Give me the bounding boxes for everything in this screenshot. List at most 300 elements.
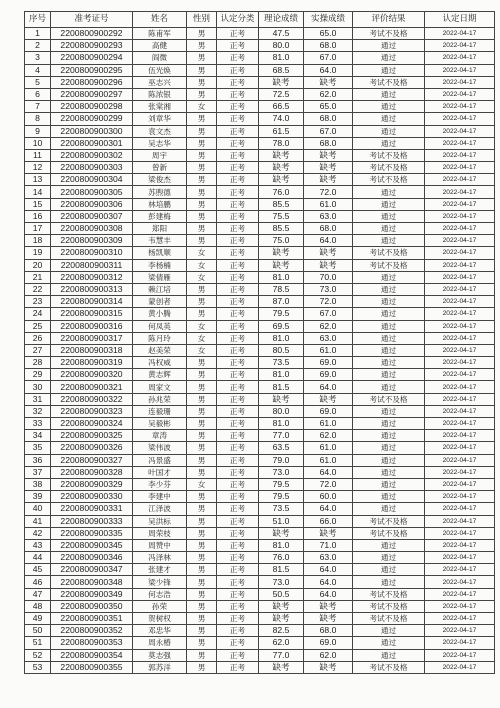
cell-practical: 62.0	[304, 88, 353, 100]
header-seq: 序号	[25, 12, 51, 28]
cell-exam-no: 2200800900315	[51, 308, 133, 320]
cell-seq: 44	[25, 552, 51, 564]
cell-gender: 男	[187, 418, 217, 430]
cell-date: 2022-04-17	[425, 491, 495, 503]
cell-date: 2022-04-17	[425, 271, 495, 283]
cell-seq: 32	[25, 405, 51, 417]
cell-result: 通过	[353, 539, 425, 551]
cell-result: 通过	[353, 381, 425, 393]
cell-gender: 男	[187, 625, 217, 637]
cell-theory: 79.5	[259, 308, 304, 320]
cell-date: 2022-04-17	[425, 576, 495, 588]
cell-practical: 64.0	[304, 503, 353, 515]
cell-gender: 男	[187, 283, 217, 295]
cell-practical: 68.0	[304, 223, 353, 235]
cell-date: 2022-04-17	[425, 369, 495, 381]
cell-name: 巫志兴	[133, 76, 187, 88]
cell-practical: 缺考	[304, 247, 353, 259]
cell-exam-no: 2200800900299	[51, 113, 133, 125]
cell-practical: 64.0	[304, 235, 353, 247]
cell-theory: 缺考	[259, 527, 304, 539]
cell-category: 正考	[217, 101, 259, 113]
cell-name: 连毅珊	[133, 405, 187, 417]
cell-category: 正考	[217, 259, 259, 271]
cell-exam-no: 2200800900303	[51, 162, 133, 174]
cell-name: 杨凯顺	[133, 247, 187, 259]
cell-seq: 1	[25, 28, 51, 40]
cell-category: 正考	[217, 454, 259, 466]
cell-gender: 男	[187, 466, 217, 478]
cell-exam-no: 2200800900345	[51, 539, 133, 551]
cell-result: 通过	[353, 320, 425, 332]
cell-date: 2022-04-17	[425, 40, 495, 52]
table-row	[25, 539, 495, 551]
cell-seq: 4	[25, 64, 51, 76]
cell-date: 2022-04-17	[425, 125, 495, 137]
cell-theory: 缺考	[259, 174, 304, 186]
cell-name: 李少芬	[133, 478, 187, 490]
cell-category: 正考	[217, 149, 259, 161]
cell-exam-no: 2200800900317	[51, 332, 133, 344]
cell-theory: 61.5	[259, 125, 304, 137]
cell-gender: 女	[187, 271, 217, 283]
cell-seq: 28	[25, 357, 51, 369]
cell-result: 通过	[353, 271, 425, 283]
cell-gender: 男	[187, 296, 217, 308]
cell-category: 正考	[217, 491, 259, 503]
table-row	[25, 576, 495, 588]
cell-practical: 68.0	[304, 625, 353, 637]
cell-exam-no: 2200800900306	[51, 198, 133, 210]
cell-gender: 男	[187, 162, 217, 174]
cell-date: 2022-04-17	[425, 637, 495, 649]
cell-seq: 36	[25, 454, 51, 466]
cell-seq: 35	[25, 442, 51, 454]
cell-seq: 2	[25, 40, 51, 52]
cell-result: 通过	[353, 88, 425, 100]
cell-practical: 61.0	[304, 344, 353, 356]
cell-seq: 48	[25, 600, 51, 612]
cell-theory: 80.0	[259, 40, 304, 52]
table-row	[25, 125, 495, 137]
table-row	[25, 320, 495, 332]
cell-name: 郭苏洋	[133, 661, 187, 673]
cell-theory: 85.5	[259, 223, 304, 235]
cell-practical: 缺考	[304, 76, 353, 88]
table-row	[25, 442, 495, 454]
cell-exam-no: 2200800900325	[51, 430, 133, 442]
cell-category: 正考	[217, 223, 259, 235]
table-row	[25, 503, 495, 515]
cell-exam-no: 2200800900354	[51, 649, 133, 661]
cell-theory: 缺考	[259, 76, 304, 88]
cell-gender: 女	[187, 320, 217, 332]
cell-theory: 缺考	[259, 149, 304, 161]
cell-name: 贺树权	[133, 613, 187, 625]
table-row	[25, 625, 495, 637]
cell-exam-no: 2200800900318	[51, 344, 133, 356]
cell-theory: 62.0	[259, 637, 304, 649]
cell-exam-no: 2200800900353	[51, 637, 133, 649]
cell-practical: 61.0	[304, 442, 353, 454]
cell-result: 通过	[353, 101, 425, 113]
header-exam-no: 准考证号	[51, 12, 133, 28]
cell-name: 曾新	[133, 162, 187, 174]
table-row	[25, 454, 495, 466]
cell-date: 2022-04-17	[425, 137, 495, 149]
header-date: 认定日期	[425, 12, 495, 28]
cell-exam-no: 2200800900330	[51, 491, 133, 503]
cell-gender: 男	[187, 552, 217, 564]
cell-gender: 男	[187, 40, 217, 52]
table-row	[25, 405, 495, 417]
cell-theory: 81.5	[259, 381, 304, 393]
cell-theory: 74.0	[259, 113, 304, 125]
cell-practical: 64.0	[304, 588, 353, 600]
cell-date: 2022-04-17	[425, 247, 495, 259]
cell-seq: 50	[25, 625, 51, 637]
cell-practical: 61.0	[304, 454, 353, 466]
cell-seq: 23	[25, 296, 51, 308]
cell-theory: 77.0	[259, 649, 304, 661]
cell-result: 考试不及格	[353, 76, 425, 88]
cell-name: 何志浩	[133, 588, 187, 600]
cell-name: 周宇	[133, 149, 187, 161]
cell-gender: 男	[187, 88, 217, 100]
cell-seq: 46	[25, 576, 51, 588]
cell-result: 考试不及格	[353, 600, 425, 612]
cell-name: 冯泽林	[133, 552, 187, 564]
table-row	[25, 223, 495, 235]
cell-seq: 37	[25, 466, 51, 478]
cell-seq: 7	[25, 101, 51, 113]
cell-gender: 男	[187, 564, 217, 576]
table-row	[25, 613, 495, 625]
cell-gender: 男	[187, 661, 217, 673]
cell-seq: 33	[25, 418, 51, 430]
cell-date: 2022-04-17	[425, 101, 495, 113]
cell-seq: 17	[25, 223, 51, 235]
cell-date: 2022-04-17	[425, 466, 495, 478]
cell-date: 2022-04-17	[425, 64, 495, 76]
cell-theory: 80.5	[259, 344, 304, 356]
cell-seq: 26	[25, 332, 51, 344]
cell-theory: 77.0	[259, 430, 304, 442]
cell-result: 通过	[353, 649, 425, 661]
cell-theory: 缺考	[259, 600, 304, 612]
cell-name: 叶国才	[133, 466, 187, 478]
cell-theory: 81.5	[259, 564, 304, 576]
cell-name: 林培鹏	[133, 198, 187, 210]
table-row	[25, 296, 495, 308]
cell-theory: 缺考	[259, 259, 304, 271]
cell-seq: 19	[25, 247, 51, 259]
cell-exam-no: 2200800900294	[51, 52, 133, 64]
cell-theory: 缺考	[259, 162, 304, 174]
cell-category: 正考	[217, 442, 259, 454]
cell-date: 2022-04-17	[425, 442, 495, 454]
cell-exam-no: 2200800900313	[51, 283, 133, 295]
cell-result: 通过	[353, 564, 425, 576]
cell-result: 通过	[353, 113, 425, 125]
cell-result: 通过	[353, 52, 425, 64]
cell-result: 通过	[353, 223, 425, 235]
cell-theory: 81.0	[259, 369, 304, 381]
cell-result: 通过	[353, 125, 425, 137]
table-row	[25, 588, 495, 600]
cell-name: 伍光焕	[133, 64, 187, 76]
cell-exam-no: 2200800900298	[51, 101, 133, 113]
cell-date: 2022-04-17	[425, 515, 495, 527]
cell-date: 2022-04-17	[425, 478, 495, 490]
cell-seq: 21	[25, 271, 51, 283]
cell-seq: 31	[25, 393, 51, 405]
cell-exam-no: 2200800900301	[51, 137, 133, 149]
cell-theory: 72.5	[259, 88, 304, 100]
cell-date: 2022-04-17	[425, 76, 495, 88]
cell-result: 考试不及格	[353, 247, 425, 259]
table-row	[25, 661, 495, 673]
cell-theory: 76.0	[259, 552, 304, 564]
cell-gender: 男	[187, 588, 217, 600]
cell-name: 冯权威	[133, 357, 187, 369]
table-row	[25, 515, 495, 527]
cell-practical: 69.0	[304, 369, 353, 381]
cell-category: 正考	[217, 588, 259, 600]
table-row	[25, 149, 495, 161]
cell-theory: 76.0	[259, 186, 304, 198]
cell-practical: 缺考	[304, 527, 353, 539]
cell-gender: 男	[187, 186, 217, 198]
cell-category: 正考	[217, 320, 259, 332]
cell-theory: 47.5	[259, 28, 304, 40]
cell-seq: 3	[25, 52, 51, 64]
table-row	[25, 64, 495, 76]
cell-exam-no: 2200800900307	[51, 210, 133, 222]
cell-seq: 9	[25, 125, 51, 137]
cell-result: 考试不及格	[353, 527, 425, 539]
cell-name: 邓忠华	[133, 625, 187, 637]
cell-category: 正考	[217, 381, 259, 393]
cell-theory: 缺考	[259, 247, 304, 259]
table-row	[25, 552, 495, 564]
table-row	[25, 52, 495, 64]
cell-practical: 63.0	[304, 552, 353, 564]
cell-practical: 67.0	[304, 125, 353, 137]
cell-name: 蒙创者	[133, 296, 187, 308]
cell-category: 正考	[217, 649, 259, 661]
cell-theory: 80.0	[259, 405, 304, 417]
cell-name: 刘章华	[133, 113, 187, 125]
cell-category: 正考	[217, 515, 259, 527]
table-row	[25, 418, 495, 430]
cell-category: 正考	[217, 52, 259, 64]
header-gender: 性别	[187, 12, 217, 28]
cell-theory: 81.0	[259, 418, 304, 430]
cell-name: 黄小腾	[133, 308, 187, 320]
cell-practical: 68.0	[304, 113, 353, 125]
cell-name: 彭建梅	[133, 210, 187, 222]
cell-name: 孙荣	[133, 600, 187, 612]
cell-category: 正考	[217, 661, 259, 673]
table-row	[25, 198, 495, 210]
cell-category: 正考	[217, 503, 259, 515]
cell-category: 正考	[217, 235, 259, 247]
cell-date: 2022-04-17	[425, 418, 495, 430]
table-row	[25, 393, 495, 405]
cell-seq: 39	[25, 491, 51, 503]
cell-name: 江泽波	[133, 503, 187, 515]
table-row	[25, 186, 495, 198]
cell-date: 2022-04-17	[425, 210, 495, 222]
cell-name: 吴洪标	[133, 515, 187, 527]
cell-seq: 49	[25, 613, 51, 625]
cell-date: 2022-04-17	[425, 332, 495, 344]
cell-gender: 男	[187, 454, 217, 466]
cell-practical: 66.0	[304, 515, 353, 527]
cell-practical: 69.0	[304, 357, 353, 369]
cell-result: 通过	[353, 40, 425, 52]
cell-name: 周荣枝	[133, 527, 187, 539]
cell-name: 周永椿	[133, 637, 187, 649]
cell-date: 2022-04-17	[425, 600, 495, 612]
cell-result: 通过	[353, 576, 425, 588]
table-row	[25, 247, 495, 259]
cell-practical: 65.0	[304, 28, 353, 40]
cell-theory: 缺考	[259, 613, 304, 625]
cell-name: 苏煦德	[133, 186, 187, 198]
cell-result: 通过	[353, 430, 425, 442]
cell-seq: 12	[25, 162, 51, 174]
table-row	[25, 369, 495, 381]
cell-category: 正考	[217, 552, 259, 564]
table-row	[25, 283, 495, 295]
cell-exam-no: 2200800900293	[51, 40, 133, 52]
cell-result: 考试不及格	[353, 149, 425, 161]
table-row	[25, 344, 495, 356]
cell-result: 考试不及格	[353, 393, 425, 405]
cell-date: 2022-04-17	[425, 259, 495, 271]
cell-category: 正考	[217, 40, 259, 52]
cell-result: 通过	[353, 442, 425, 454]
cell-result: 通过	[353, 64, 425, 76]
cell-theory: 缺考	[259, 393, 304, 405]
table-row	[25, 527, 495, 539]
cell-result: 通过	[353, 503, 425, 515]
exam-results-table	[24, 11, 495, 674]
cell-result: 通过	[353, 418, 425, 430]
cell-date: 2022-04-17	[425, 174, 495, 186]
cell-category: 正考	[217, 174, 259, 186]
cell-result: 通过	[353, 137, 425, 149]
cell-seq: 53	[25, 661, 51, 673]
cell-date: 2022-04-17	[425, 113, 495, 125]
cell-theory: 51.0	[259, 515, 304, 527]
cell-name: 李杨楠	[133, 259, 187, 271]
cell-name: 孙兆荣	[133, 393, 187, 405]
cell-name: 章涛	[133, 430, 187, 442]
cell-seq: 18	[25, 235, 51, 247]
cell-date: 2022-04-17	[425, 503, 495, 515]
table-row	[25, 637, 495, 649]
cell-seq: 6	[25, 88, 51, 100]
cell-practical: 72.0	[304, 478, 353, 490]
cell-result: 考试不及格	[353, 515, 425, 527]
cell-exam-no: 2200800900326	[51, 442, 133, 454]
cell-practical: 67.0	[304, 52, 353, 64]
cell-practical: 62.0	[304, 430, 353, 442]
header-practical: 实操成绩	[304, 12, 353, 28]
header-name: 姓名	[133, 12, 187, 28]
cell-result: 通过	[353, 332, 425, 344]
cell-name: 梁伟波	[133, 442, 187, 454]
cell-category: 正考	[217, 357, 259, 369]
cell-gender: 男	[187, 381, 217, 393]
cell-category: 正考	[217, 162, 259, 174]
cell-name: 李建中	[133, 491, 187, 503]
cell-gender: 男	[187, 442, 217, 454]
cell-result: 通过	[353, 308, 425, 320]
cell-category: 正考	[217, 88, 259, 100]
cell-theory: 78.0	[259, 137, 304, 149]
cell-seq: 20	[25, 259, 51, 271]
cell-name: 莫志强	[133, 649, 187, 661]
cell-exam-no: 2200800900329	[51, 478, 133, 490]
cell-gender: 女	[187, 247, 217, 259]
cell-theory: 87.0	[259, 296, 304, 308]
cell-gender: 男	[187, 491, 217, 503]
cell-practical: 缺考	[304, 259, 353, 271]
cell-gender: 男	[187, 137, 217, 149]
cell-gender: 男	[187, 649, 217, 661]
cell-seq: 22	[25, 283, 51, 295]
cell-date: 2022-04-17	[425, 661, 495, 673]
cell-category: 正考	[217, 539, 259, 551]
cell-practical: 69.0	[304, 405, 353, 417]
cell-category: 正考	[217, 76, 259, 88]
cell-result: 通过	[353, 369, 425, 381]
table-header-row	[25, 12, 495, 28]
cell-seq: 41	[25, 515, 51, 527]
cell-name: 赵美荣	[133, 344, 187, 356]
cell-practical: 60.0	[304, 491, 353, 503]
cell-gender: 男	[187, 174, 217, 186]
table-row	[25, 271, 495, 283]
cell-category: 正考	[217, 564, 259, 576]
cell-category: 正考	[217, 369, 259, 381]
cell-date: 2022-04-17	[425, 162, 495, 174]
table-row	[25, 210, 495, 222]
cell-gender: 男	[187, 600, 217, 612]
cell-exam-no: 2200800900323	[51, 405, 133, 417]
cell-exam-no: 2200800900308	[51, 223, 133, 235]
cell-gender: 男	[187, 210, 217, 222]
cell-seq: 5	[25, 76, 51, 88]
table-row	[25, 430, 495, 442]
cell-exam-no: 2200800900352	[51, 625, 133, 637]
cell-exam-no: 2200800900331	[51, 503, 133, 515]
cell-result: 通过	[353, 198, 425, 210]
cell-result: 通过	[353, 405, 425, 417]
cell-gender: 男	[187, 125, 217, 137]
cell-date: 2022-04-17	[425, 186, 495, 198]
header-theory: 理论成绩	[259, 12, 304, 28]
cell-exam-no: 2200800900304	[51, 174, 133, 186]
cell-date: 2022-04-17	[425, 527, 495, 539]
cell-date: 2022-04-17	[425, 28, 495, 40]
cell-exam-no: 2200800900295	[51, 64, 133, 76]
table-row	[25, 357, 495, 369]
